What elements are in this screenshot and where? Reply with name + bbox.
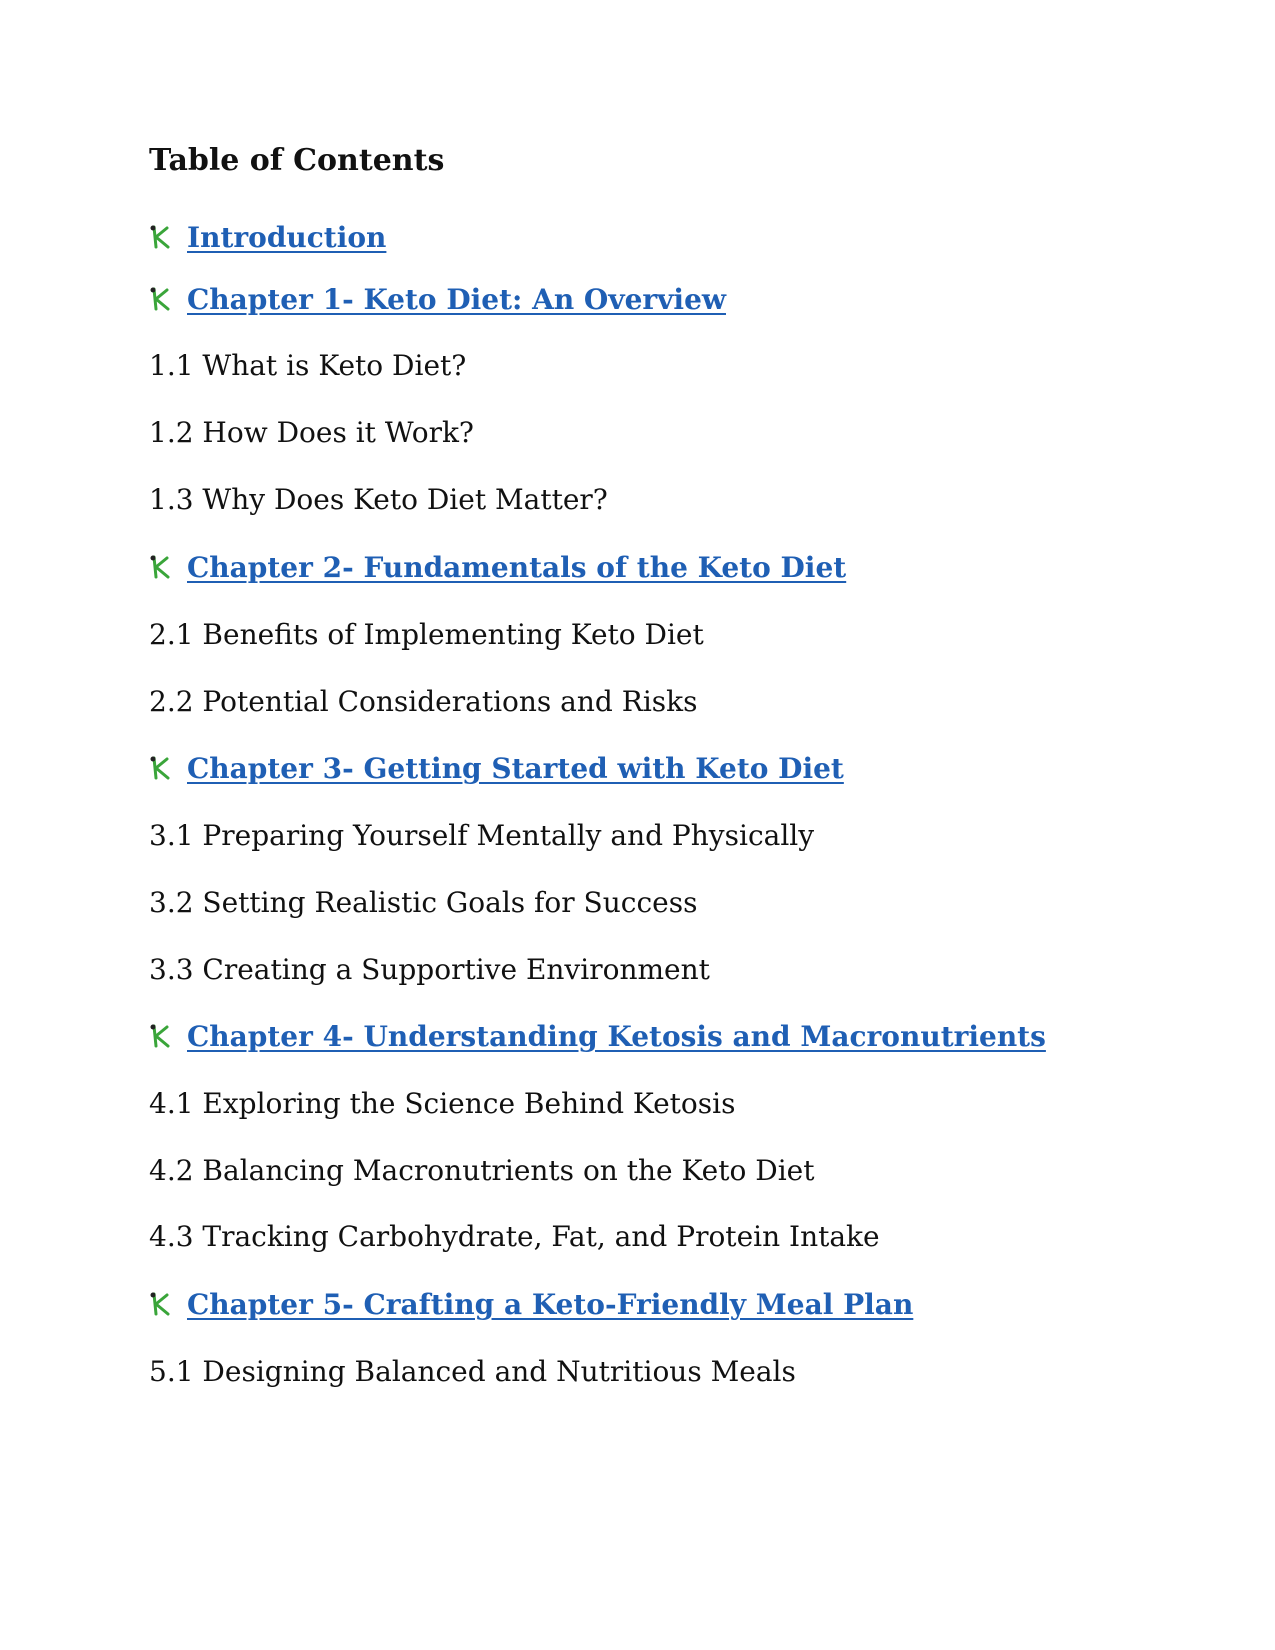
toc-section-1-3: 1.3 Why Does Keto Diet Matter? <box>149 483 608 516</box>
toc-chapter-3 <box>149 752 844 785</box>
runner-bullet-icon <box>149 225 171 249</box>
toc-section-1-2: 1.2 How Does it Work? <box>149 416 474 449</box>
runner-bullet-icon <box>149 555 171 579</box>
toc-section-4-1: 4.1 Exploring the Science Behind Ketosis <box>149 1087 736 1120</box>
toc-chapter-4 <box>149 1020 1046 1053</box>
runner-bullet-icon <box>149 1292 171 1316</box>
toc-section-3-2: 3.2 Setting Realistic Goals for Success <box>149 886 698 919</box>
toc-section-3-3: 3.3 Creating a Supportive Environment <box>149 953 710 986</box>
toc-link-chapter-1[interactable]: Chapter 1- Keto Diet: An Overview <box>187 283 726 316</box>
toc-link-introduction[interactable]: Introduction <box>187 221 387 254</box>
toc-section-5-1: 5.1 Designing Balanced and Nutritious Meals <box>149 1355 796 1388</box>
toc-section-2-1: 2.1 Benefits of Implementing Keto Diet <box>149 618 704 651</box>
runner-bullet-icon <box>149 756 171 780</box>
runner-bullet-icon <box>149 287 171 311</box>
toc-link-chapter-2[interactable]: Chapter 2- Fundamentals of the Keto Diet <box>187 551 847 584</box>
toc-section-3-1: 3.1 Preparing Yourself Mentally and Physically <box>149 819 815 852</box>
toc-link-chapter-3[interactable]: Chapter 3- Getting Started with Keto Diet <box>187 752 844 785</box>
toc-chapter-5 <box>149 1288 914 1321</box>
toc-section-4-3: 4.3 Tracking Carbohydrate, Fat, and Protein Intake <box>149 1220 880 1253</box>
toc-link-chapter-5[interactable]: Chapter 5- Crafting a Keto-Friendly Meal Plan <box>187 1288 914 1321</box>
toc-section-1-1: 1.1 What is Keto Diet? <box>149 349 467 382</box>
toc-chapter-2 <box>149 551 847 584</box>
toc-section-2-2: 2.2 Potential Considerations and Risks <box>149 685 698 718</box>
toc-title: Table of Contents <box>149 143 445 178</box>
toc-chapter-1 <box>149 283 726 316</box>
toc-chapter-introduction <box>149 221 387 254</box>
toc-link-chapter-4[interactable]: Chapter 4- Understanding Ketosis and Macronutrients <box>187 1020 1046 1053</box>
toc-section-4-2: 4.2 Balancing Macronutrients on the Keto Diet <box>149 1154 815 1187</box>
runner-bullet-icon <box>149 1024 171 1048</box>
